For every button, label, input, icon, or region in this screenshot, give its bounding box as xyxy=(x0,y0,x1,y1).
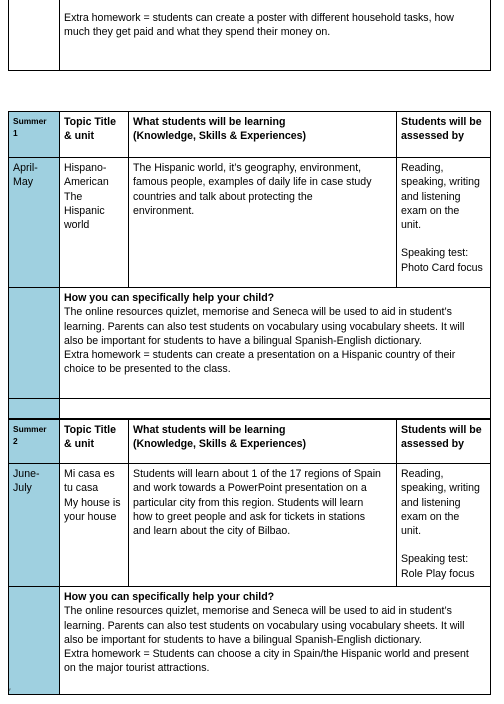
summer2-months-cell xyxy=(9,464,60,587)
summer2-help-cell xyxy=(60,587,491,695)
summer2-topic: Mi casa es tu casa My house is your house xyxy=(64,468,121,523)
top-homework-line-1: Extra homework = students can create a poster with different household tasks, how xyxy=(64,12,454,24)
top-continuation-table xyxy=(8,0,491,71)
summer2-months: June- July xyxy=(13,468,40,495)
summer1-spacer xyxy=(60,399,491,419)
summer1-table xyxy=(8,111,491,419)
summer1-header-learning xyxy=(129,112,397,158)
summer2-term-label: Summer 2 xyxy=(13,424,47,446)
top-extra-homework xyxy=(60,0,491,70)
summer2-topic-cell xyxy=(60,464,129,587)
summer1-header-assessed xyxy=(397,112,491,158)
summer2-term-cell xyxy=(9,420,60,464)
summer1-header-learning-text: What students will be learning (Knowledge, Skills & Experiences) xyxy=(133,116,307,143)
summer1-term-cell xyxy=(9,112,60,158)
summer2-speaking-test: Speaking test: Role Play focus xyxy=(401,553,475,580)
summer2-help-title: How you can specifically help your child? xyxy=(64,591,275,603)
page-corner-mark: ′ xyxy=(9,687,11,697)
summer2-header-learning xyxy=(129,420,397,464)
summer2-header-topic xyxy=(60,420,129,464)
summer2-header-assessed-text: Students will be assessed by xyxy=(401,424,482,451)
summer1-months: April- May xyxy=(13,162,38,189)
summer1-speaking-test: Speaking test: Photo Card focus xyxy=(401,247,483,274)
summer1-help-title: How you can specifically help your child? xyxy=(64,292,275,304)
summer1-topic-cell xyxy=(60,158,129,288)
summer1-learning-cell xyxy=(129,158,397,288)
summer2-side-filler xyxy=(9,587,60,695)
summer1-side-filler xyxy=(9,288,60,399)
summer1-learning: The Hispanic world, it’s geography, environment, famous people, examples of daily life in case study countries and talk about protecting the environment. xyxy=(133,162,372,217)
summer1-help-text: The online resources quizlet, memorise and Seneca will be used to aid in student’s learning. Parents can also test students on vocabulary using vocabulary sheets. It will also be important for students to have a bilingual Spanish-English dictionary. Extra homework = students can create a presentation on a Hispanic country of their choice to be presented to the class. xyxy=(64,306,465,376)
top-side-cell xyxy=(9,0,60,70)
summer1-term-label: Summer 1 xyxy=(13,116,47,138)
top-homework-line-2: much they get paid and what they spend their money on. xyxy=(64,26,331,39)
summer1-assessment-cell xyxy=(397,158,491,288)
summer1-header-topic xyxy=(60,112,129,158)
summer2-assessment: Reading, speaking, writing and listening exam on the unit. xyxy=(401,468,480,538)
summer2-learning: Students will learn about 1 of the 17 regions of Spain and work towards a PowerPoint presentation on a particular city from this region. Students will learn how to greet people and ask for tickets in stations and learn about the city of Bilbao. xyxy=(133,468,381,538)
summer2-table xyxy=(8,419,491,695)
summer2-assessment-cell xyxy=(397,464,491,587)
summer2-learning-cell xyxy=(129,464,397,587)
summer2-help-text: The online resources quizlet, memorise and Seneca will be used to aid in student’s learning. Parents can also test students on vocabulary using vocabulary sheets. It will also be important for students to have a bilingual Spanish-English dictionary. Extra homework = Students can choose a city in Spain/the Hispanic world and present on the major tourist attractions. xyxy=(64,605,469,675)
summer1-topic: Hispano- American The Hispanic world xyxy=(64,162,109,232)
summer1-header-assessed-text: Students will be assessed by xyxy=(401,116,482,143)
summer1-side-spacer xyxy=(9,399,60,419)
summer1-assessment: Reading, speaking, writing and listening exam on the unit. xyxy=(401,162,480,232)
summer2-header-assessed xyxy=(397,420,491,464)
summer1-header-topic-text: Topic Title & unit xyxy=(64,116,116,143)
summer1-help-cell xyxy=(60,288,491,399)
summer2-header-learning-text: What students will be learning (Knowledge, Skills & Experiences) xyxy=(133,424,307,451)
summer1-months-cell xyxy=(9,158,60,288)
summer2-header-topic-text: Topic Title & unit xyxy=(64,424,116,451)
